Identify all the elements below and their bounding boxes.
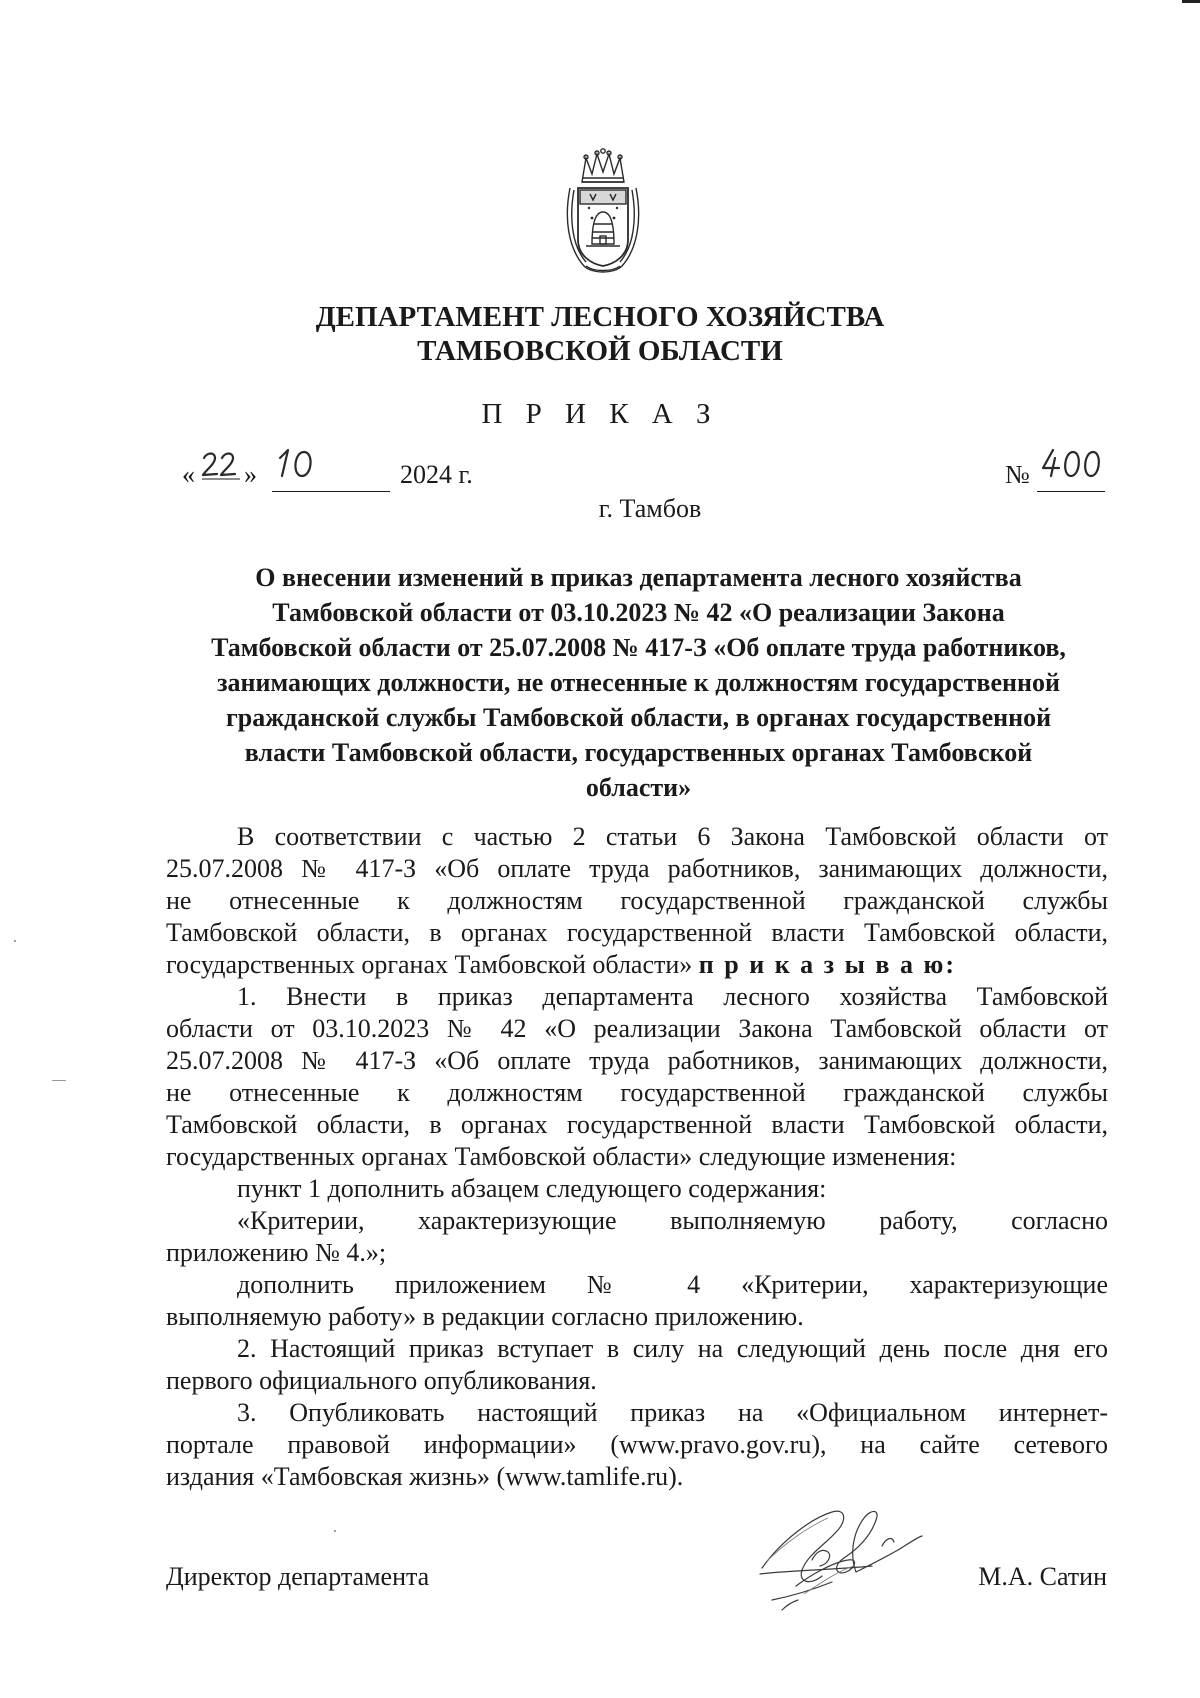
body-line: 25.07.2008 № 417-З «Об оплате труда работников, занимающих должности,: [166, 854, 1108, 883]
document-type-title: П Р И К А З: [481, 398, 719, 430]
subject-line: занимающих должности, не отнесенные к должностям государственной: [217, 668, 1060, 697]
body-line: не отнесенные к должностям государственной гражданской службы: [166, 886, 1108, 915]
body-line: не отнесенные к должностям государственной гражданской службы: [166, 1078, 1108, 1107]
handwritten-signature-icon: [752, 1490, 932, 1620]
body-line-with-decree: [166, 949, 1108, 981]
scan-speck: [334, 1530, 336, 1532]
body-line: 3. Опубликовать настоящий приказ на «Официальном интернет-: [237, 1398, 1108, 1427]
number-sign: №: [1005, 460, 1030, 489]
place-of-issue: г. Тамбов: [598, 494, 702, 523]
date-month-underline: [272, 491, 390, 492]
date-quote-close: »: [244, 460, 257, 489]
signatory-position: Директор департамента: [166, 1562, 430, 1591]
handwritten-number-icon: [1037, 446, 1107, 482]
body-line: первого официального опубликования.: [166, 1366, 597, 1395]
date-quote-open: «: [182, 460, 195, 489]
body-line: выполняемую работу» в редакции согласно приложению.: [166, 1302, 804, 1331]
tambov-coat-of-arms-icon: [562, 148, 644, 276]
subject-line: О внесении изменений в приказ департамента лесного хозяйства: [255, 563, 1022, 592]
subject-line: гражданской службы Тамбовской области, в органах государственной: [225, 703, 1052, 732]
body-line: портале правовой информации» (www.pravo.gov.ru), на сайте сетевого: [166, 1430, 1108, 1459]
body-line: «Критерии, характеризующие выполняемую работу, согласно: [237, 1206, 1108, 1235]
body-line: 2. Настоящий приказ вступает в силу на следующий день после дня его: [237, 1334, 1108, 1363]
subject-line: области»: [585, 773, 692, 802]
scan-speck: [52, 1080, 66, 1081]
number-underline: [1037, 491, 1105, 492]
body-line: издания «Тамбовская жизнь» (www.tamlife.ru).: [166, 1462, 684, 1491]
body-line: государственных органах Тамбовской области» следующие изменения:: [166, 1142, 957, 1171]
department-name-line-2: ТАМБОВСКОЙ ОБЛАСТИ: [417, 335, 783, 367]
scan-edge-mark: [1182, 0, 1200, 3]
order-subject: [166, 560, 1111, 805]
signatory-name: М.А. Сатин: [978, 1562, 1107, 1591]
order-date: [182, 458, 492, 498]
body-line: Тамбовской области, в органах государственной власти Тамбовской области,: [166, 918, 1108, 947]
handwritten-day-icon: [200, 448, 242, 482]
scan-speck: [14, 940, 16, 942]
subject-line: Тамбовской области от 03.10.2023 № 42 «О реализации Закона: [272, 598, 1005, 627]
body-line: области от 03.10.2023 № 42 «О реализации Закона Тамбовской области от: [166, 1014, 1108, 1043]
body-line: приложению № 4.»;: [166, 1238, 387, 1267]
body-line-text: государственных органах Тамбовской области»: [166, 950, 693, 979]
body-line: 25.07.2008 № 417-З «Об оплате труда работников, занимающих должности,: [166, 1046, 1108, 1075]
handwritten-month-icon: [274, 446, 326, 482]
order-number: [1005, 458, 1125, 498]
subject-line: Тамбовской области от 25.07.2008 № 417-З «Об оплате труда работников,: [211, 633, 1066, 662]
department-name-line-1: ДЕПАРТАМЕНТ ЛЕСНОГО ХОЗЯЙСТВА: [315, 301, 885, 333]
body-line: В соответствии с частью 2 статьи 6 Закона Тамбовской области от: [237, 822, 1108, 851]
body-line: пункт 1 дополнить абзацем следующего содержания:: [237, 1174, 827, 1203]
date-year: 2024 г.: [400, 460, 473, 489]
body-line: 1. Внести в приказ департамента лесного хозяйства Тамбовской: [237, 982, 1108, 1011]
decree-word: п р и к а з ы в а ю:: [698, 950, 956, 979]
body-line: Тамбовской области, в органах государственной власти Тамбовской области,: [166, 1110, 1108, 1139]
subject-line: власти Тамбовской области, государственных органах Тамбовской: [244, 738, 1033, 767]
body-line: дополнить приложением № 4 «Критерии, характеризующие: [237, 1270, 1108, 1299]
order-body: [166, 821, 1108, 1493]
